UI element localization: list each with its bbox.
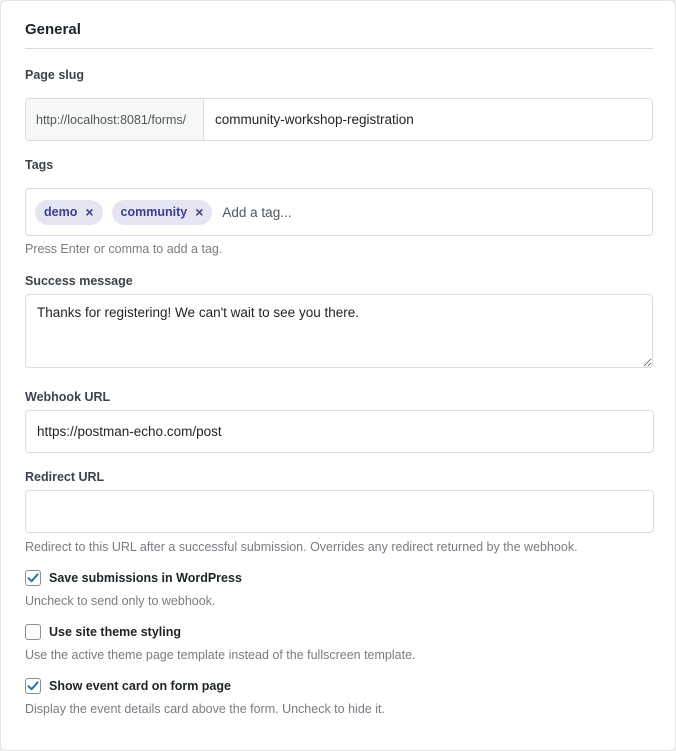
event-card-label: Show event card on form page bbox=[49, 679, 231, 693]
success-message-textarea[interactable] bbox=[25, 294, 653, 368]
check-icon bbox=[26, 571, 40, 585]
option-theme-styling bbox=[25, 624, 181, 640]
page-slug-input[interactable] bbox=[204, 99, 652, 140]
page-slug-field bbox=[25, 98, 653, 141]
tag-input[interactable] bbox=[221, 197, 652, 227]
save-submissions-help: Uncheck to send only to webhook. bbox=[25, 594, 216, 608]
event-card-help: Display the event details card above the form. Uncheck to hide it. bbox=[25, 702, 385, 716]
slug-prefix: http://localhost:8081/forms/ bbox=[26, 99, 204, 140]
tags-field bbox=[25, 188, 653, 236]
tags-help: Press Enter or comma to add a tag. bbox=[25, 242, 223, 256]
tags-label: Tags bbox=[25, 158, 54, 172]
theme-styling-help: Use the active theme page template instead of the fullscreen template. bbox=[25, 648, 416, 662]
theme-styling-label: Use site theme styling bbox=[49, 625, 181, 639]
tag-chip-label: community bbox=[120, 205, 188, 219]
event-card-checkbox[interactable] bbox=[25, 678, 41, 694]
tag-chip-community bbox=[112, 200, 213, 225]
webhook-url-input[interactable] bbox=[25, 410, 654, 453]
save-submissions-checkbox[interactable] bbox=[25, 570, 41, 586]
option-save-submissions bbox=[25, 570, 242, 586]
close-icon[interactable]: × bbox=[85, 204, 94, 220]
redirect-url-help: Redirect to this URL after a successful submission. Overrides any redirect returned by the webhook. bbox=[25, 540, 578, 554]
redirect-url-label: Redirect URL bbox=[25, 470, 105, 484]
save-submissions-label: Save submissions in WordPress bbox=[49, 571, 242, 585]
tag-chip-label: demo bbox=[44, 205, 78, 219]
theme-styling-checkbox[interactable] bbox=[25, 624, 41, 640]
check-icon bbox=[26, 679, 40, 693]
close-icon[interactable]: × bbox=[195, 204, 204, 220]
option-event-card bbox=[25, 678, 231, 694]
success-message-label: Success message bbox=[25, 274, 133, 288]
tag-chip-demo bbox=[35, 200, 103, 225]
redirect-url-input[interactable] bbox=[25, 490, 654, 533]
page-slug-label: Page slug bbox=[25, 68, 85, 82]
webhook-url-label: Webhook URL bbox=[25, 390, 111, 404]
divider bbox=[25, 48, 653, 49]
section-title: General bbox=[25, 21, 81, 38]
